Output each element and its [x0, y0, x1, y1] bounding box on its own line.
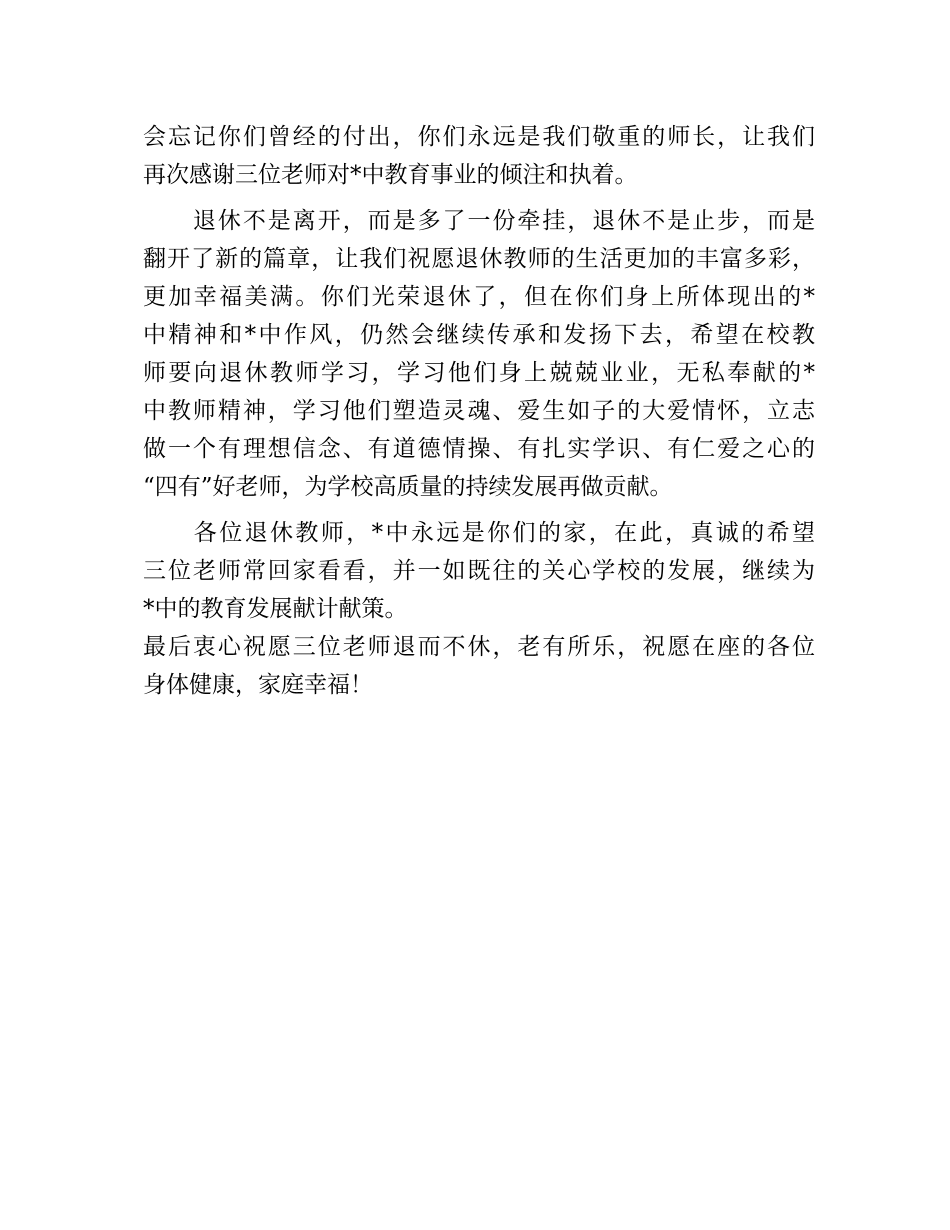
paragraph-2: [143, 202, 815, 506]
text-line: 师要向退休教师学习，学习他们身上兢兢业业，无私奉献的*: [143, 360, 815, 386]
text-line: 翻开了新的篇章，让我们祝愿退休教师的生活更加的丰富多彩，: [143, 246, 815, 272]
text-line: 身体健康，家庭幸福！: [143, 672, 373, 698]
paragraph-3: [143, 514, 815, 628]
text-line: “四有”好老师，为学校高质量的持续发展再做贡献。: [143, 474, 673, 500]
text-line: 做一个有理想信念、有道德情操、有扎实学识、有仁爱之心的: [143, 436, 815, 462]
paragraph-4: [143, 628, 815, 704]
text-line: 各位退休教师，*中永远是你们的家，在此，真诚的希望: [143, 520, 815, 546]
document-body: [143, 118, 815, 704]
text-line: 最后衷心祝愿三位老师退而不休，老有所乐，祝愿在座的各位: [143, 634, 815, 660]
text-line: 再次感谢三位老师对*中教育事业的倾注和执着。: [143, 162, 638, 188]
text-line: 会忘记你们曾经的付出，你们永远是我们敬重的师长，让我们: [143, 124, 815, 150]
text-line: 中教师精神，学习他们塑造灵魂、爱生如子的大爱情怀，立志: [143, 398, 815, 424]
text-line: 中精神和*中作风，仍然会继续传承和发扬下去，希望在校教: [143, 322, 815, 348]
text-line: 三位老师常回家看看，并一如既往的关心学校的发展，继续为: [143, 558, 815, 584]
text-line: 更加幸福美满。你们光荣退休了，但在你们身上所体现出的*: [143, 284, 815, 310]
text-line: *中的教育发展献计献策。: [143, 596, 408, 622]
paragraph-1: [143, 118, 815, 194]
text-line: 退休不是离开，而是多了一份牵挂，退休不是止步，而是: [143, 208, 815, 234]
